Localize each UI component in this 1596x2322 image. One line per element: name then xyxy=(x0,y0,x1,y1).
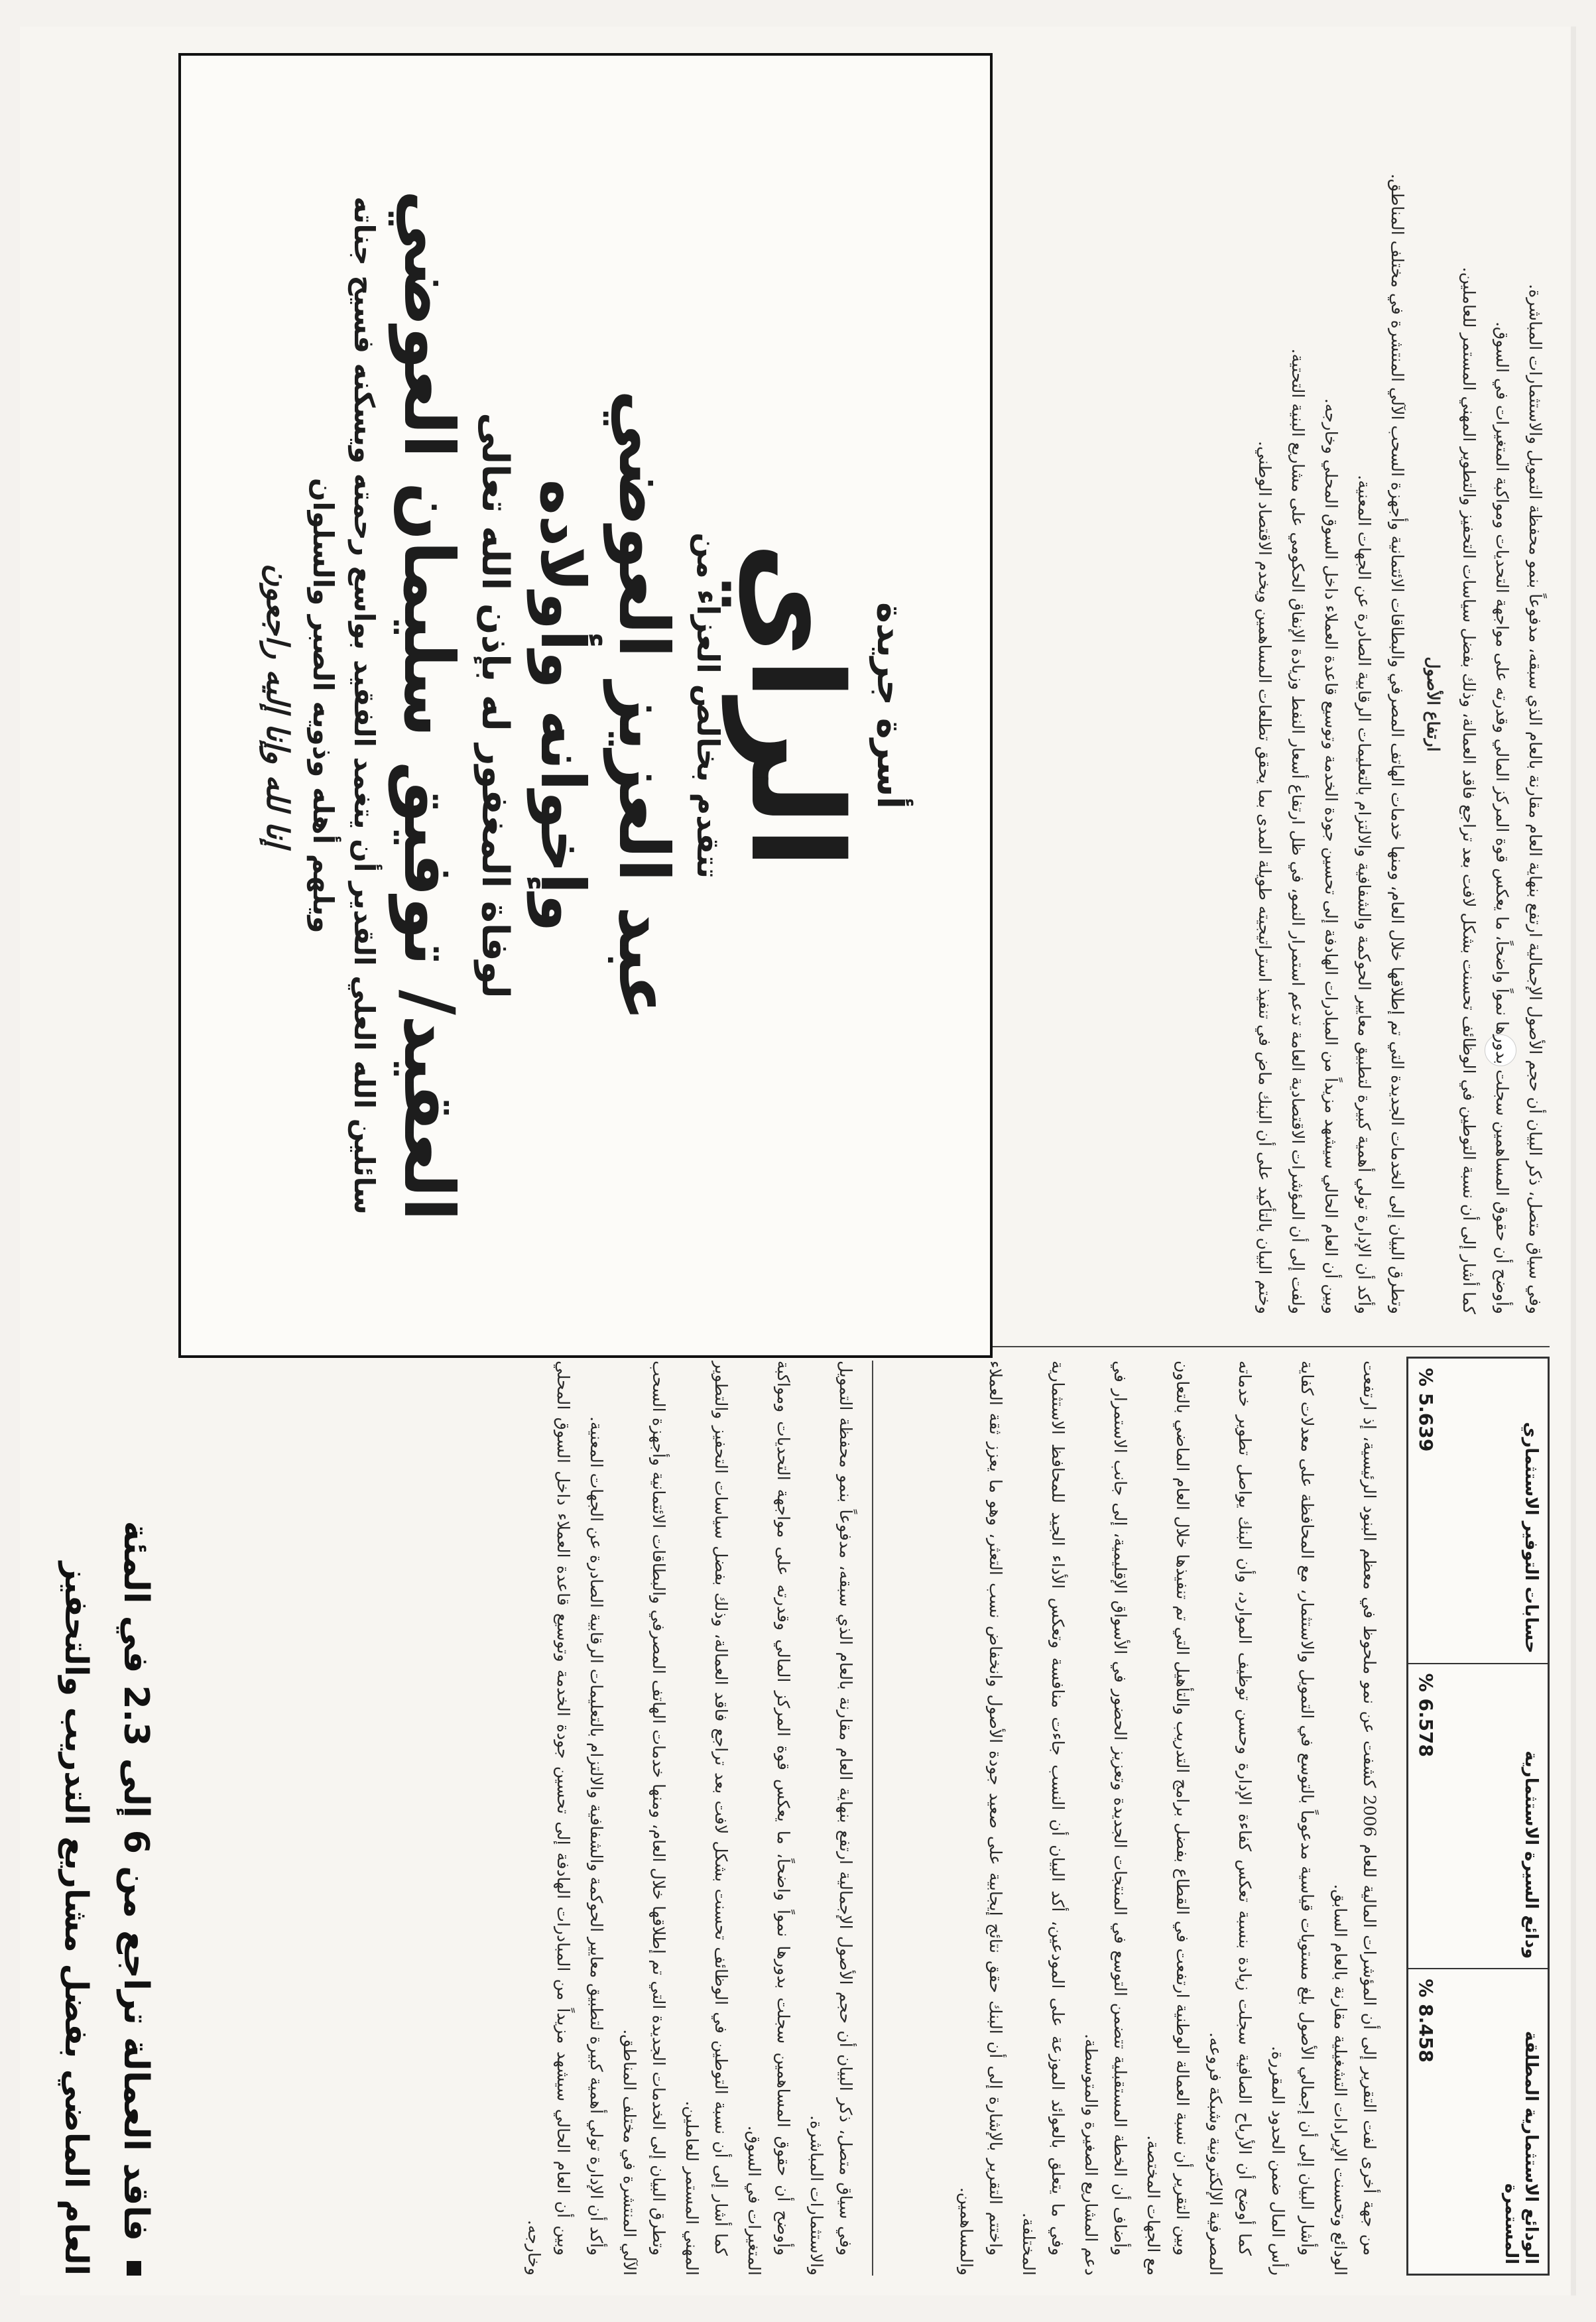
article-paragraph: وأوضح أن حقوق المساهمين سجلت بدورها نمواً واضحاً، ما يعكس قوة المركز المالي وقدرته على مواجهة التحديات ومواكبة المتغيرات في السوق. xyxy=(745,1361,793,2276)
article-paragraph: كما أشار إلى أن نسبة التوطين في الوظائف تحسنت بشكل لافت بعد تراجع فاقد العمالة، وذلك بفضل سياسات التحفيز والتطوير المهني المستمر للعاملين. xyxy=(1459,267,1479,1314)
condolence-offer: تتقدم بخالص العزاء من xyxy=(690,532,726,879)
condolence-recipient: عبد العزيز العوضي xyxy=(603,389,684,1022)
article-paragraph: وأكد أن الإدارة تولي أهمية كبيرة لتطبيق معايير الحوكمة والشفافية والالتزام بالتعليمات الرقابية الصادرة عن الجهات المعنية. xyxy=(1355,475,1374,1314)
article-paragraph: وفي ما يتعلق بالعوائد الموزعة على المودعين، أكد البيان أن النسب جاءت منافسة وتعكس الأداء الجيد للمحافظ الاستثمارية المختلفة. xyxy=(1019,1361,1068,2276)
article-paragraph: وأكد أن الإدارة تولي أهمية كبيرة لتطبيق معايير الحوكمة والشفافية والالتزام بالتعليمات الرقابية الصادرة عن الجهات المعنية. xyxy=(587,1416,606,2256)
article-paragraph: وبين أن العام الحالي سيشهد مزيداً من المبادرات الهادفة إلى تحسين جودة الخدمة وتوسيع قاعدة العملاء داخل السوق المحلي وخارجه. xyxy=(1321,398,1341,1314)
table-value: % 8.458 xyxy=(1415,1979,1437,2063)
article-paragraph: وأوضح أن حقوق المساهمين سجلت بدورها نمواً واضحاً، ما يعكس قوة المركز المالي وقدرته على مواجهة التحديات ومواكبة المتغيرات في السوق. xyxy=(1493,321,1512,1314)
article-paragraph: كما أوضح أن الأرباح الصافية سجلت زيادة بنسبة تعكس كفاءة الإدارة وحسن توظيف الموارد، وأن البنك يواصل تطوير خدماته المصرفية الإلكترونية وشبكة فروعه. xyxy=(1206,1361,1255,2276)
article-middle xyxy=(1006,74,1550,1334)
returns-table xyxy=(1406,1357,1550,2276)
article-paragraph: وفي سياق متصل، ذكر البيان أن حجم الأصول الإجمالية ارتفع بنهاية العام مقارنة بالعام الذي سبقه، مدفوعاً بنمو محفظة التمويل والاستثمارات المباشرة. xyxy=(1526,284,1545,1314)
newspaper-family-label: أسرة جريدة xyxy=(869,602,911,809)
condolence-occasion: لوفاة المغفور له بإذن الله تعالى xyxy=(473,412,517,999)
table-label: ودائع السيرة الاستثمارية xyxy=(1521,1750,1541,1959)
article-paragraph: ولفت إلى أن المؤشرات الاقتصادية العامة تدعم استمرار النمو، في ظل ارتفاع أسعار النفط وزيادة الإنفاق الحكومي على مشاريع البنية التحتية. xyxy=(1288,348,1308,1314)
article-paragraph: وختم البيان بالتأكيد على أن البنك ماض في تنفيذ استراتيجيته طويلة المدى بما يحقق تطلعات المساهمين ويخدم الاقتصاد الوطني. xyxy=(1255,441,1274,1314)
condolence-prayer-2: ويلهم أهله وذويه الصبر والسلوان xyxy=(307,477,339,934)
article-subhead: ارتفاع الأصول xyxy=(1424,656,1443,752)
article-lower xyxy=(184,1361,860,2276)
table-value: % 5.639 xyxy=(1415,1367,1437,1452)
headline-line-1: فاقد العمالة تراجع من 6 إلى 2.3 في المئة xyxy=(106,1361,166,2276)
column-rule xyxy=(872,1361,873,2276)
article-paragraph: وتطرق البيان إلى الخدمات الجديدة التي تم إطلاقها خلال العام، ومنها خدمات الهاتف المصرفي والبطاقات الائتمانية وأجهزة السحب الآلي المنتشرة في مختلف المناطق. xyxy=(620,1361,668,2276)
article-paragraph: وبين أن العام الحالي سيشهد مزيداً من المبادرات الهادفة إلى تحسين جودة الخدمة وتوسيع قاعدة العملاء داخل السوق المحلي وخارجه. xyxy=(524,1361,573,2276)
newspaper-sheet xyxy=(20,27,1576,2295)
scan-shadow xyxy=(1571,27,1576,2295)
table-row xyxy=(1408,1359,1548,1663)
table-row xyxy=(1408,1663,1548,1969)
condolence-script-footer: إنا لله وإنا إليه راجعون xyxy=(260,564,296,847)
article-paragraph: وفي سياق متصل، ذكر البيان أن حجم الأصول الإجمالية ارتفع بنهاية العام مقارنة بالعام الذي سبقه، مدفوعاً بنمو محفظة التمويل والاستثمارات المباشرة. xyxy=(807,1361,855,2276)
headline-line-2: العام الماضي بفضل مشاريع التدريب والتحفيز xyxy=(58,1561,95,2276)
table-label: الودائع الاستثمارية المطلقة المستمرة xyxy=(1501,2030,1541,2264)
article-paragraph: وبين التقرير أن نسبة العمالة الوطنية ارتفعت في القطاع بفضل برامج التدريب والتأهيل التي تم تنفيذها خلال العام الماضي بالتعاون مع الجهات المختصة. xyxy=(1144,1361,1192,2276)
article-paragraph: وأشار البيان إلى أن إجمالي الأصول بلغ مستويات قياسية مدعوماً بالتوسع في التمويل والاستثمار، مع المحافظة على معدلات كفاية رأس المال ضمن الحدود المقررة. xyxy=(1268,1361,1317,2276)
condolence-recipient-family: وإخوانه وأولاده xyxy=(527,479,598,932)
article-paragraph: وأضاف أن الخطة المستقبلية تتضمن التوسع في المنتجات الجديدة وتعزيز الحضور في الأسواق الإقليمية، إلى جانب الاستمرار في دعم المشاريع الصغيرة والمتوسطة. xyxy=(1081,1361,1130,2276)
headline-bullet-icon xyxy=(127,2261,141,2276)
table-row xyxy=(1408,1968,1548,2274)
article-top xyxy=(880,1361,1384,2276)
article-paragraph: واختتم التقرير بالإشارة إلى أن البنك حقق نتائج إيجابية على صعيد جودة الأصول وانخفاض نسب التعثر، وهو ما يعزز ثقة العملاء والمساهمين. xyxy=(957,1361,1005,2276)
article-paragraph: كما أشار إلى أن نسبة التوطين في الوظائف تحسنت بشكل لافت بعد تراجع فاقد العمالة، وذلك بفضل سياسات التحفيز والتطوير المهني المستمر للعاملين. xyxy=(682,1361,731,2276)
newspaper-logo: الراي xyxy=(723,542,869,869)
main-headline xyxy=(33,1361,166,2276)
table-value: % 6.578 xyxy=(1415,1673,1437,1758)
table-label: حسابات التوفير الاستثماري xyxy=(1521,1422,1541,1654)
article-paragraph: من جهة أخرى لفت التقرير إلى أن المؤشرات المالية للعام 2006 كشفت عن نمو ملحوظ في معظم البنود الرئيسية، إذ ارتفعت الودائع وتحسنت الإيرادات التشغيلية مقارنة بالعام السابق. xyxy=(1331,1361,1379,2276)
article-paragraph: وتطرق البيان إلى الخدمات الجديدة التي تم إطلاقها خلال العام، ومنها خدمات الهاتف المصرفي والبطاقات الائتمانية وأجهزة السحب الآلي المنتشرة في مختلف المناطق. xyxy=(1388,173,1407,1314)
deceased-name: العقيد/ توفيق سليمان العوضي xyxy=(389,190,469,1221)
condolence-notice xyxy=(178,53,993,1358)
condolence-prayer: سائلين الله العلي القدير أن يتغمد الفقيد بواسع رحمته ويسكنه فسيح جناته xyxy=(348,196,381,1215)
